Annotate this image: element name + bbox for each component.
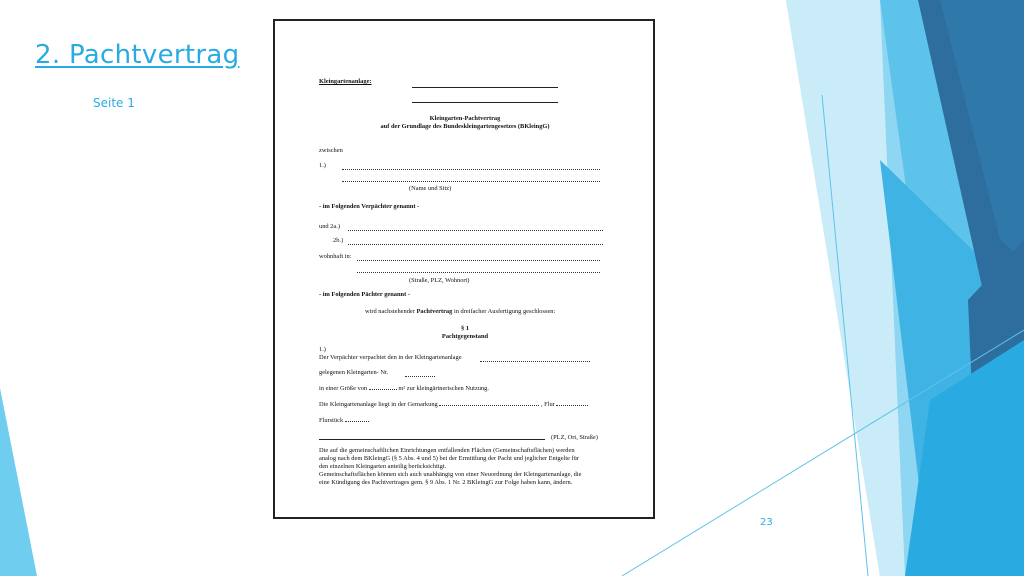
item-1-label: 1.) bbox=[319, 162, 326, 169]
und-2a-label: und 2a.) bbox=[319, 223, 340, 230]
contract-document-image bbox=[273, 19, 655, 519]
document-heading-line1: Kleingarten-Pachtvertrag bbox=[429, 115, 501, 122]
dotted-blank bbox=[439, 405, 539, 406]
left-accent-shape bbox=[0, 388, 37, 576]
paragraph-title: Pachtgegenstand bbox=[441, 333, 489, 340]
ausfertigung-pre: wird nachstehender bbox=[365, 308, 415, 315]
item-2b-label: 2b.) bbox=[333, 237, 344, 244]
line4-flur: , Flur bbox=[540, 401, 555, 408]
dotted-line bbox=[342, 169, 600, 170]
dotted-blank bbox=[345, 421, 369, 422]
dotted-blank bbox=[369, 389, 397, 390]
line4-pre: Die Kleingartenanlage liegt in der Gemarkung bbox=[319, 401, 438, 408]
page-number: 23 bbox=[760, 517, 773, 528]
pachtgegenstand-line4 bbox=[319, 401, 588, 409]
line3-pre: in einer Größe von bbox=[319, 385, 368, 392]
paragraph-symbol: § 1 bbox=[461, 325, 469, 332]
zwischen-label: zwischen bbox=[319, 147, 343, 154]
dotted-line bbox=[357, 272, 600, 273]
blank-line bbox=[319, 439, 545, 440]
dotted-blank bbox=[556, 405, 588, 406]
slide-subtitle: Seite 1 bbox=[93, 96, 135, 110]
document-heading-line2: auf der Grundlage des Bundeskleingartengesetzes (BKleingG) bbox=[380, 123, 550, 130]
blank-line bbox=[412, 102, 558, 103]
plz-ort-strasse-label: (PLZ, Ort, Straße) bbox=[551, 434, 598, 441]
pachtgegenstand-line1: Der Verpächter verpachtet den in der Kleingartenanlage bbox=[319, 354, 462, 361]
pachtgegenstand-line5 bbox=[319, 417, 369, 425]
paragraph-line: Die auf die gemeinschaftlichen Einrichtungen entfallenden Flächen (Gemeinschaftsflächen) werden bbox=[319, 447, 575, 454]
strasse-plz-wohnort-label: (Straße, PLZ, Wohnort) bbox=[409, 277, 470, 284]
ausfertigung-post: in dreifacher Ausfertigung geschlossen: bbox=[453, 308, 556, 315]
paragraph-item-1: 1.) bbox=[319, 346, 326, 353]
blank-line bbox=[412, 87, 558, 88]
slide-title: 2. Pachtvertrag bbox=[35, 40, 240, 70]
wohnhaft-label: wohnhaft in: bbox=[319, 253, 352, 260]
paragraph-line: Gemeinschaftsflächen können sich auch unabhängig von einer Neuordnung der Kleingartenanlage, die bbox=[319, 471, 582, 478]
dotted-line bbox=[405, 376, 435, 377]
paragraph-line: eine Kündigung des Pachtvertrages gem. § 9 Abs. 1 Nr. 2 BKleingG zur Folge haben kann, ändern. bbox=[319, 479, 573, 486]
kleingartenanlage-label: Kleingartenanlage: bbox=[319, 78, 372, 85]
dotted-line bbox=[348, 244, 603, 245]
dotted-line bbox=[480, 361, 590, 362]
verpaechter-label: - im Folgenden Verpächter genannt - bbox=[319, 203, 420, 210]
line5-label: Flurstück bbox=[319, 417, 344, 424]
ausfertigung-line bbox=[365, 308, 555, 316]
dotted-line bbox=[342, 181, 600, 182]
pachtgegenstand-line3 bbox=[319, 385, 489, 393]
ausfertigung-bold: Pachtvertrag bbox=[416, 308, 453, 315]
pachtgegenstand-line2: gelegenen Kleingarten- Nr. bbox=[319, 369, 389, 376]
name-und-sitz-label: (Name und Sitz) bbox=[409, 185, 452, 192]
line3-post: m² zur kleingärtnerischen Nutzung. bbox=[398, 385, 489, 392]
paragraph-line: analog nach dem BKleingG (§ 5 Abs. 4 und 5) bei der Ermittlung der Pacht und jeglicher Entgelte für bbox=[319, 455, 579, 462]
dotted-line bbox=[348, 230, 603, 231]
paragraph-line: den einzelnen Kleingarten anteilig berücksichtigt. bbox=[319, 463, 447, 470]
paechter-label: - im Folgenden Pächter genannt - bbox=[319, 291, 410, 298]
dotted-line bbox=[357, 260, 600, 261]
